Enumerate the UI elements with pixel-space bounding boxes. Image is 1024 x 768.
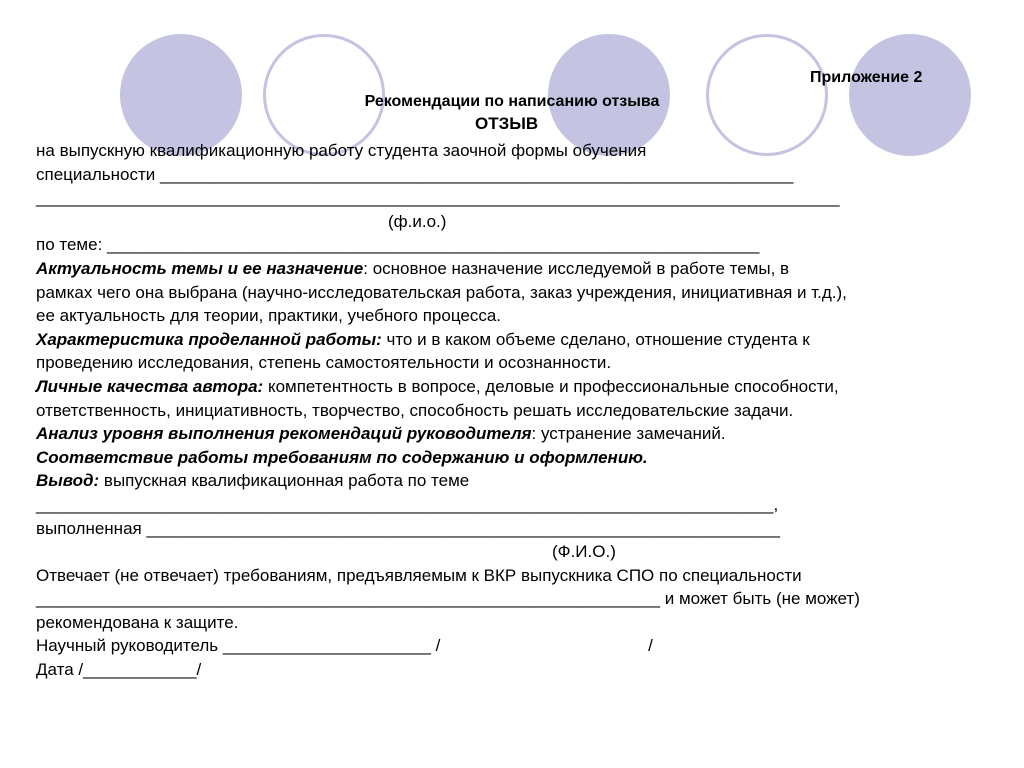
author-qualities-heading: Личные качества автора: [36, 376, 264, 396]
fio-caption: (ф.и.о.) [388, 211, 447, 231]
document-subtitle: ОТЗЫВ [475, 114, 539, 133]
text-line: ее актуальность для теории, практики, учебного процесса. [36, 306, 502, 326]
blank-line: _____________________________________________________________________________________ [36, 188, 840, 208]
appendix-label: Приложение 2 [810, 69, 923, 86]
conclusion-heading: Вывод: [36, 471, 100, 491]
document-title: Рекомендации по написанию отзыва [364, 93, 660, 110]
work-characteristic-text: что и в каком объеме сделано, отношение студента к [381, 329, 810, 349]
compliance-line [36, 446, 1011, 470]
conclusion-line [36, 469, 1011, 493]
text-line: рамках чего она выбрана (научно-исследовательская работа, заказ учреждения, инициативная и т.д.), [36, 282, 847, 302]
fio-caption-2: (Ф.И.О.) [552, 542, 616, 562]
text-line: Отвечает (не отвечает) требованиям, предъявляемым к ВКР выпускника СПО по специальности [36, 565, 802, 585]
text-line: ответственность, инициативность, творчество, способность решать исследовательские задачи. [36, 400, 794, 420]
text-line: рекомендована к защите. [36, 612, 239, 632]
author-qualities-text: компетентность в вопросе, деловые и профессиональные способности, [263, 376, 839, 396]
text-line: проведению исследования, степень самостоятельности и осознанности. [36, 353, 612, 373]
relevance-line [36, 257, 1011, 281]
date-line: Дата /____________/ [36, 660, 202, 680]
work-characteristic-heading: Характеристика проделанной работы: [36, 329, 382, 349]
analysis-heading: Анализ уровня выполнения рекомендаций руководителя [36, 424, 532, 444]
conclusion-text: выпускная квалификационная работа по теме [99, 471, 470, 491]
author-qualities-line [36, 375, 1011, 399]
document-body [36, 139, 1011, 682]
relevance-heading: Актуальность темы и ее назначение [36, 258, 364, 278]
analysis-line [36, 422, 1011, 446]
blank-line: ______________________________________________________________________________, [36, 494, 779, 514]
work-characteristic-line [36, 328, 1011, 352]
analysis-text: : устранение замечаний. [531, 424, 726, 444]
relevance-text: : основное назначение исследуемой в работе темы, в [363, 258, 790, 278]
compliance-heading: Соответствие работы требованиям по содержанию и оформлению. [36, 447, 648, 467]
supervisor-line: Научный руководитель ______________________ / / [36, 636, 653, 656]
topic-line: по теме: _____________________________________________________________________ [36, 235, 760, 255]
text-line: на выпускную квалификационную работу студента заочной формы обучения [36, 141, 647, 160]
performed-by-line: выполненная ___________________________________________________________________ [36, 518, 780, 538]
specialty-blank-line: __________________________________________________________________ и может быть (не может) [36, 589, 860, 609]
specialty-line: специальности ___________________________________________________________________ [36, 164, 794, 184]
